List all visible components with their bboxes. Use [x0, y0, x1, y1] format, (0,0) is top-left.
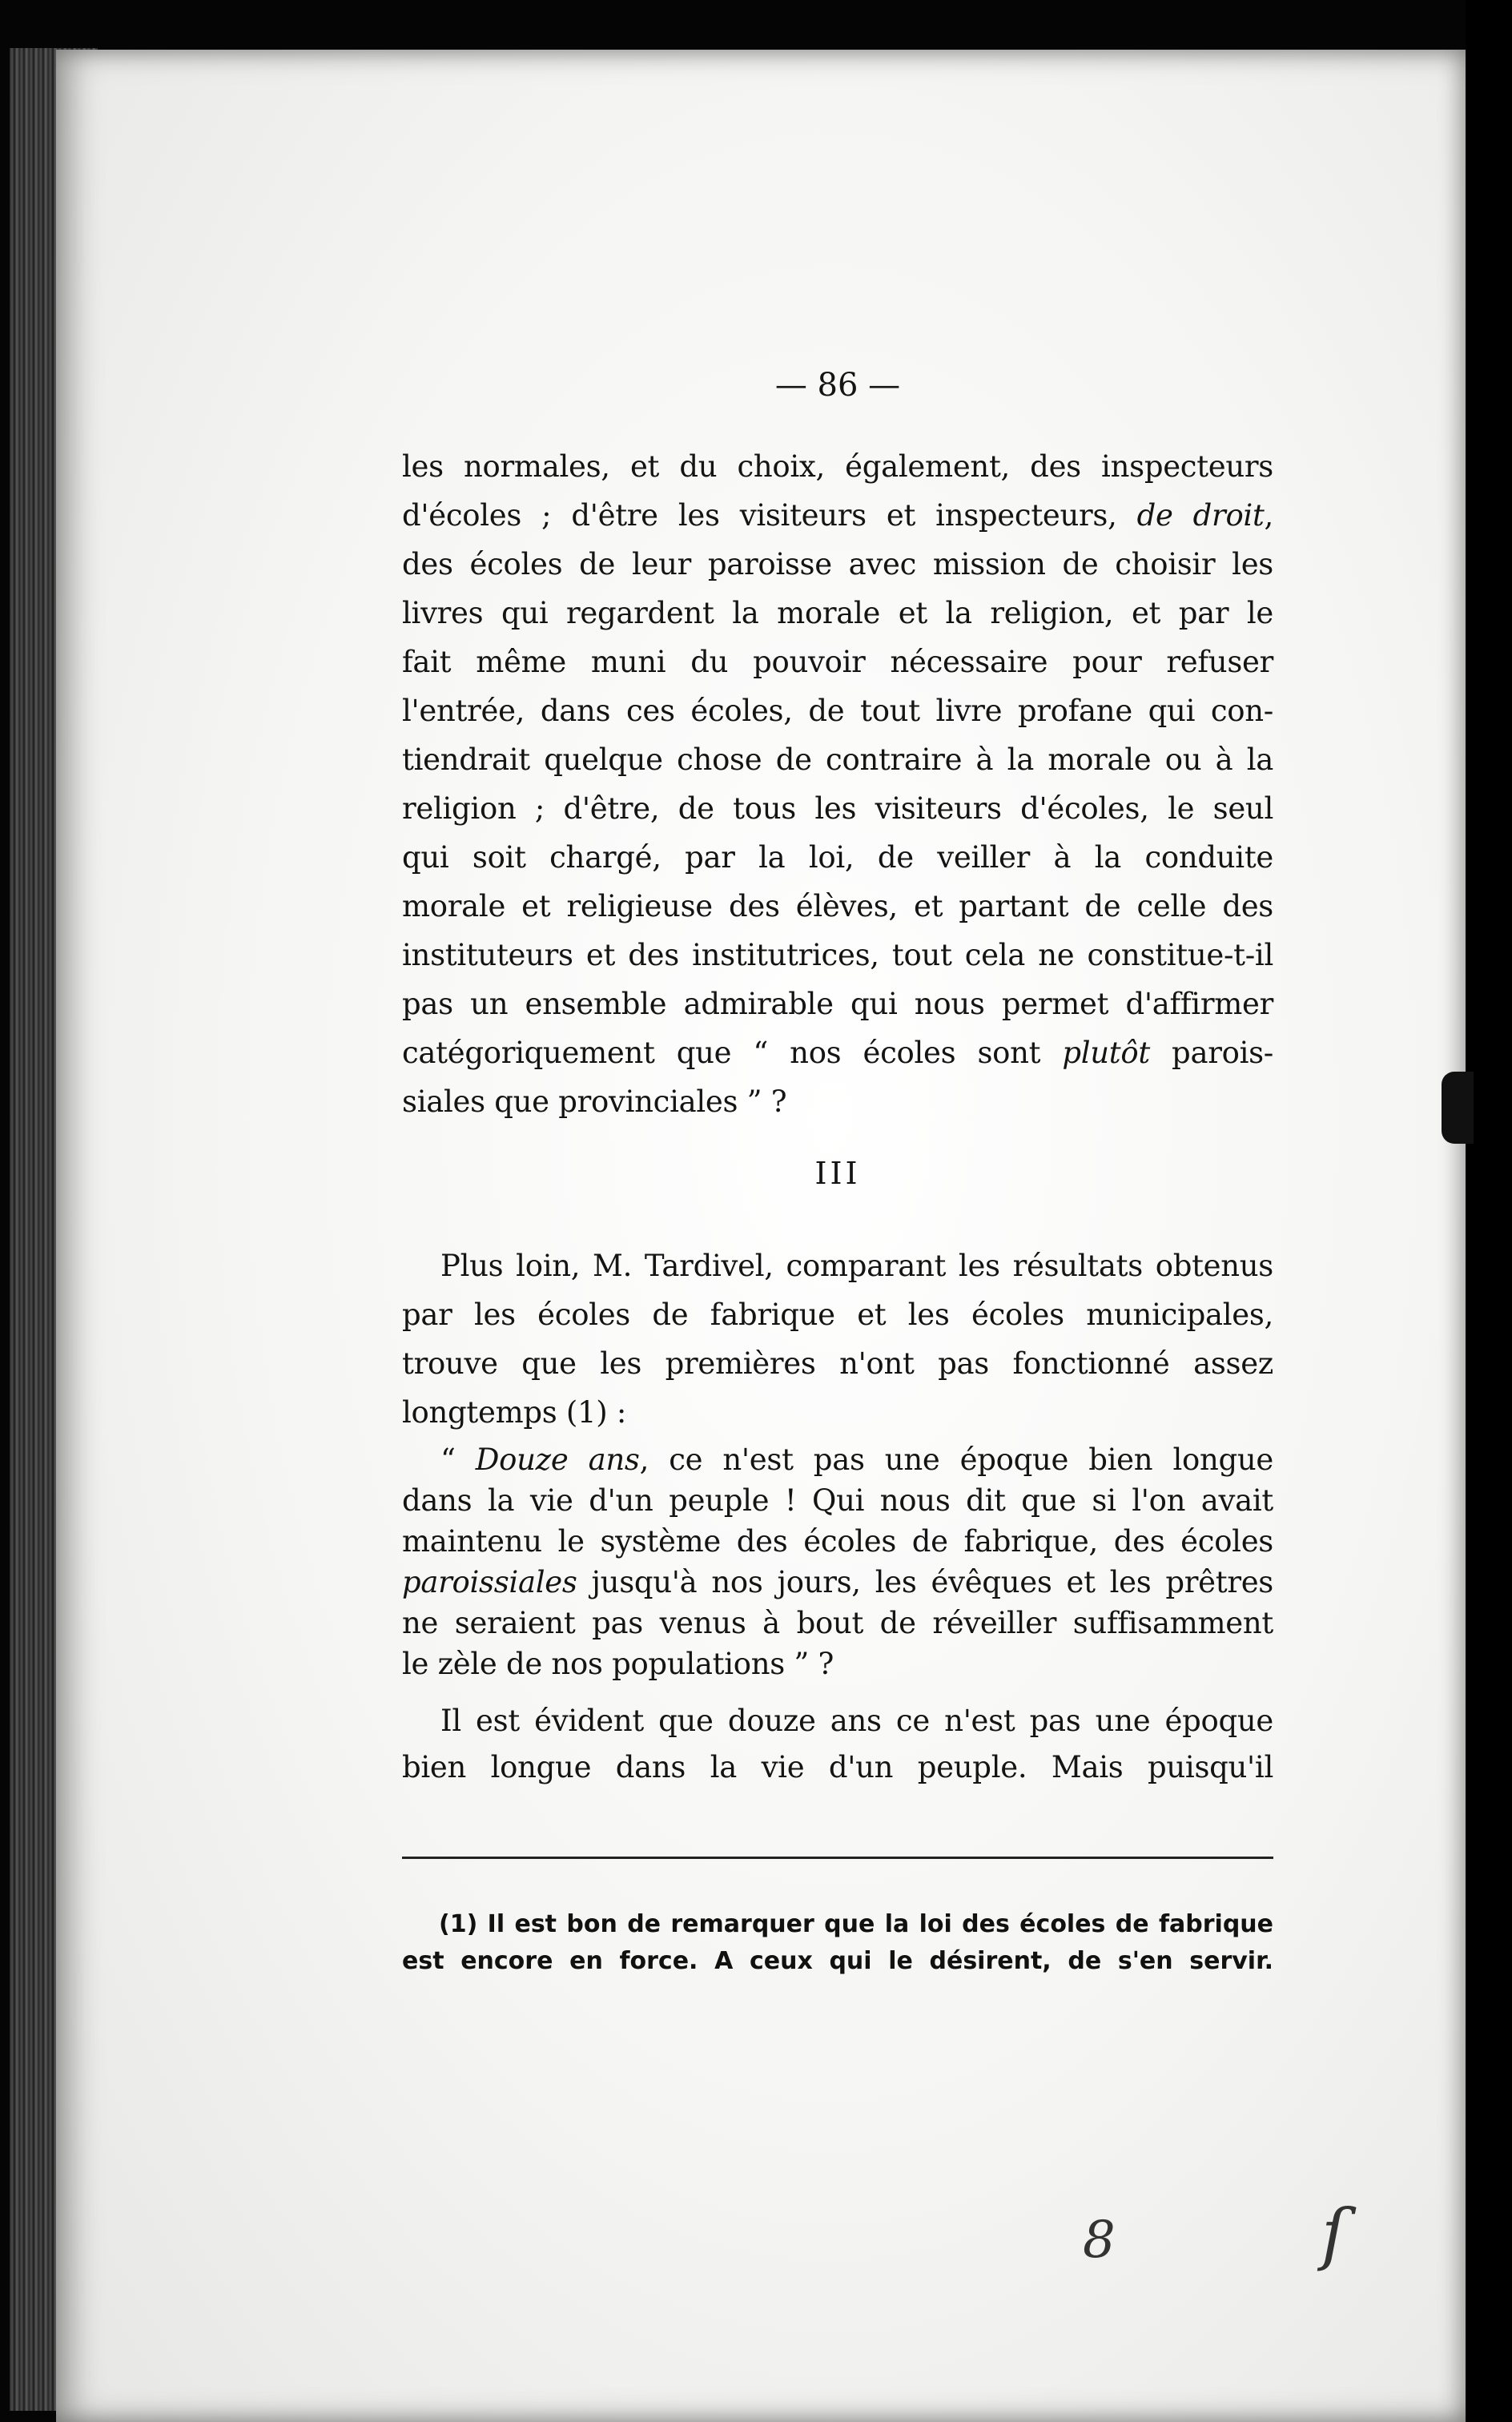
text-line: religion ; d'être, de tous les visiteurs d'écoles, le seul [402, 791, 1273, 826]
text-line: maintenu le système des écoles de fabrique, des écoles [402, 1524, 1273, 1559]
text-line: l'entrée, dans ces écoles, de tout livre profane qui con- [402, 694, 1273, 728]
text-line: des écoles de leur paroisse avec mission de choisir les [402, 547, 1273, 581]
text-line: livres qui regardent la morale et la religion, et par le [402, 596, 1273, 630]
text-line: trouve que les premières n'ont pas fonctionné assez [402, 1346, 1273, 1381]
footnote [402, 1906, 1273, 1980]
emphasis: Douze ans [475, 1442, 640, 1477]
footnote-line: (1) Il est bon de remarquer que la loi des écoles de fabrique [439, 1910, 1273, 1938]
text-line: les normales, et du choix, également, des inspecteurs [402, 449, 1273, 484]
text-line: dans la vie d'un peuple ! Qui nous dit que si l'on avait [402, 1483, 1273, 1518]
book-page [56, 50, 1466, 2422]
text-line: tiendrait quelque chose de contraire à la morale ou à la [402, 742, 1273, 777]
text-line: qui soit chargé, par la loi, de veiller à la conduite [402, 840, 1273, 875]
emphasis: plutôt [1062, 1036, 1150, 1070]
paragraph-3-quotation [402, 1439, 1273, 1684]
text-line: longtemps (1) : [402, 1395, 627, 1430]
handwritten-mark: ſ [1321, 2195, 1347, 2273]
text-line: d'écoles ; d'être les visiteurs et inspecteurs, de droit, [402, 498, 1273, 533]
text-line: pas un ensemble admirable qui nous permet d'affirmer [402, 987, 1273, 1021]
paragraph-2 [402, 1241, 1273, 1437]
emphasis: paroissiales [402, 1565, 577, 1599]
paragraph-4 [402, 1698, 1273, 1791]
text-line: ne seraient pas venus à bout de réveiller suffisamment [402, 1606, 1273, 1640]
emphasis: de droit [1136, 498, 1265, 533]
text-line: “ Douze ans, ce n'est pas une époque bien longue [440, 1442, 1274, 1477]
text-line: catégoriquement que “ nos écoles sont plutôt parois- [402, 1036, 1273, 1070]
handwritten-mark: 8 [1083, 2211, 1116, 2270]
section-heading: III [814, 1156, 861, 1191]
text-line: bien longue dans la vie d'un peuple. Mais puisqu'il [402, 1750, 1273, 1784]
text-line: par les écoles de fabrique et les écoles municipales, [402, 1298, 1273, 1332]
footnote-line: est encore en force. A ceux qui le désirent, de s'en servir. [402, 1947, 1273, 1975]
text-line: Plus loin, M. Tardivel, comparant les résultats obtenus [440, 1249, 1273, 1283]
text-segment: d'écoles ; d'être les visiteurs et inspecteurs, [402, 498, 1137, 533]
scan-right-border [1466, 0, 1512, 2422]
text-line: morale et religieuse des élèves, et partant de celle des [402, 889, 1273, 923]
text-line: siales que provinciales ” ? [402, 1084, 787, 1119]
text-line: fait même muni du pouvoir nécessaire pour refuser [402, 645, 1273, 679]
paragraph-1 [402, 442, 1273, 1126]
text-line: Il est évident que douze ans ce n'est pas une époque [440, 1704, 1273, 1738]
page-number: — 86 — [774, 367, 901, 404]
text-line: instituteurs et des institutrices, tout cela ne constitue-t-il [402, 938, 1273, 972]
text-line: paroissiales jusqu'à nos jours, les évêques et les prêtres [402, 1565, 1273, 1599]
footnote-divider [402, 1857, 1273, 1859]
binding-clip [1442, 1072, 1474, 1144]
text-line: le zèle de nos populations ” ? [402, 1647, 834, 1681]
